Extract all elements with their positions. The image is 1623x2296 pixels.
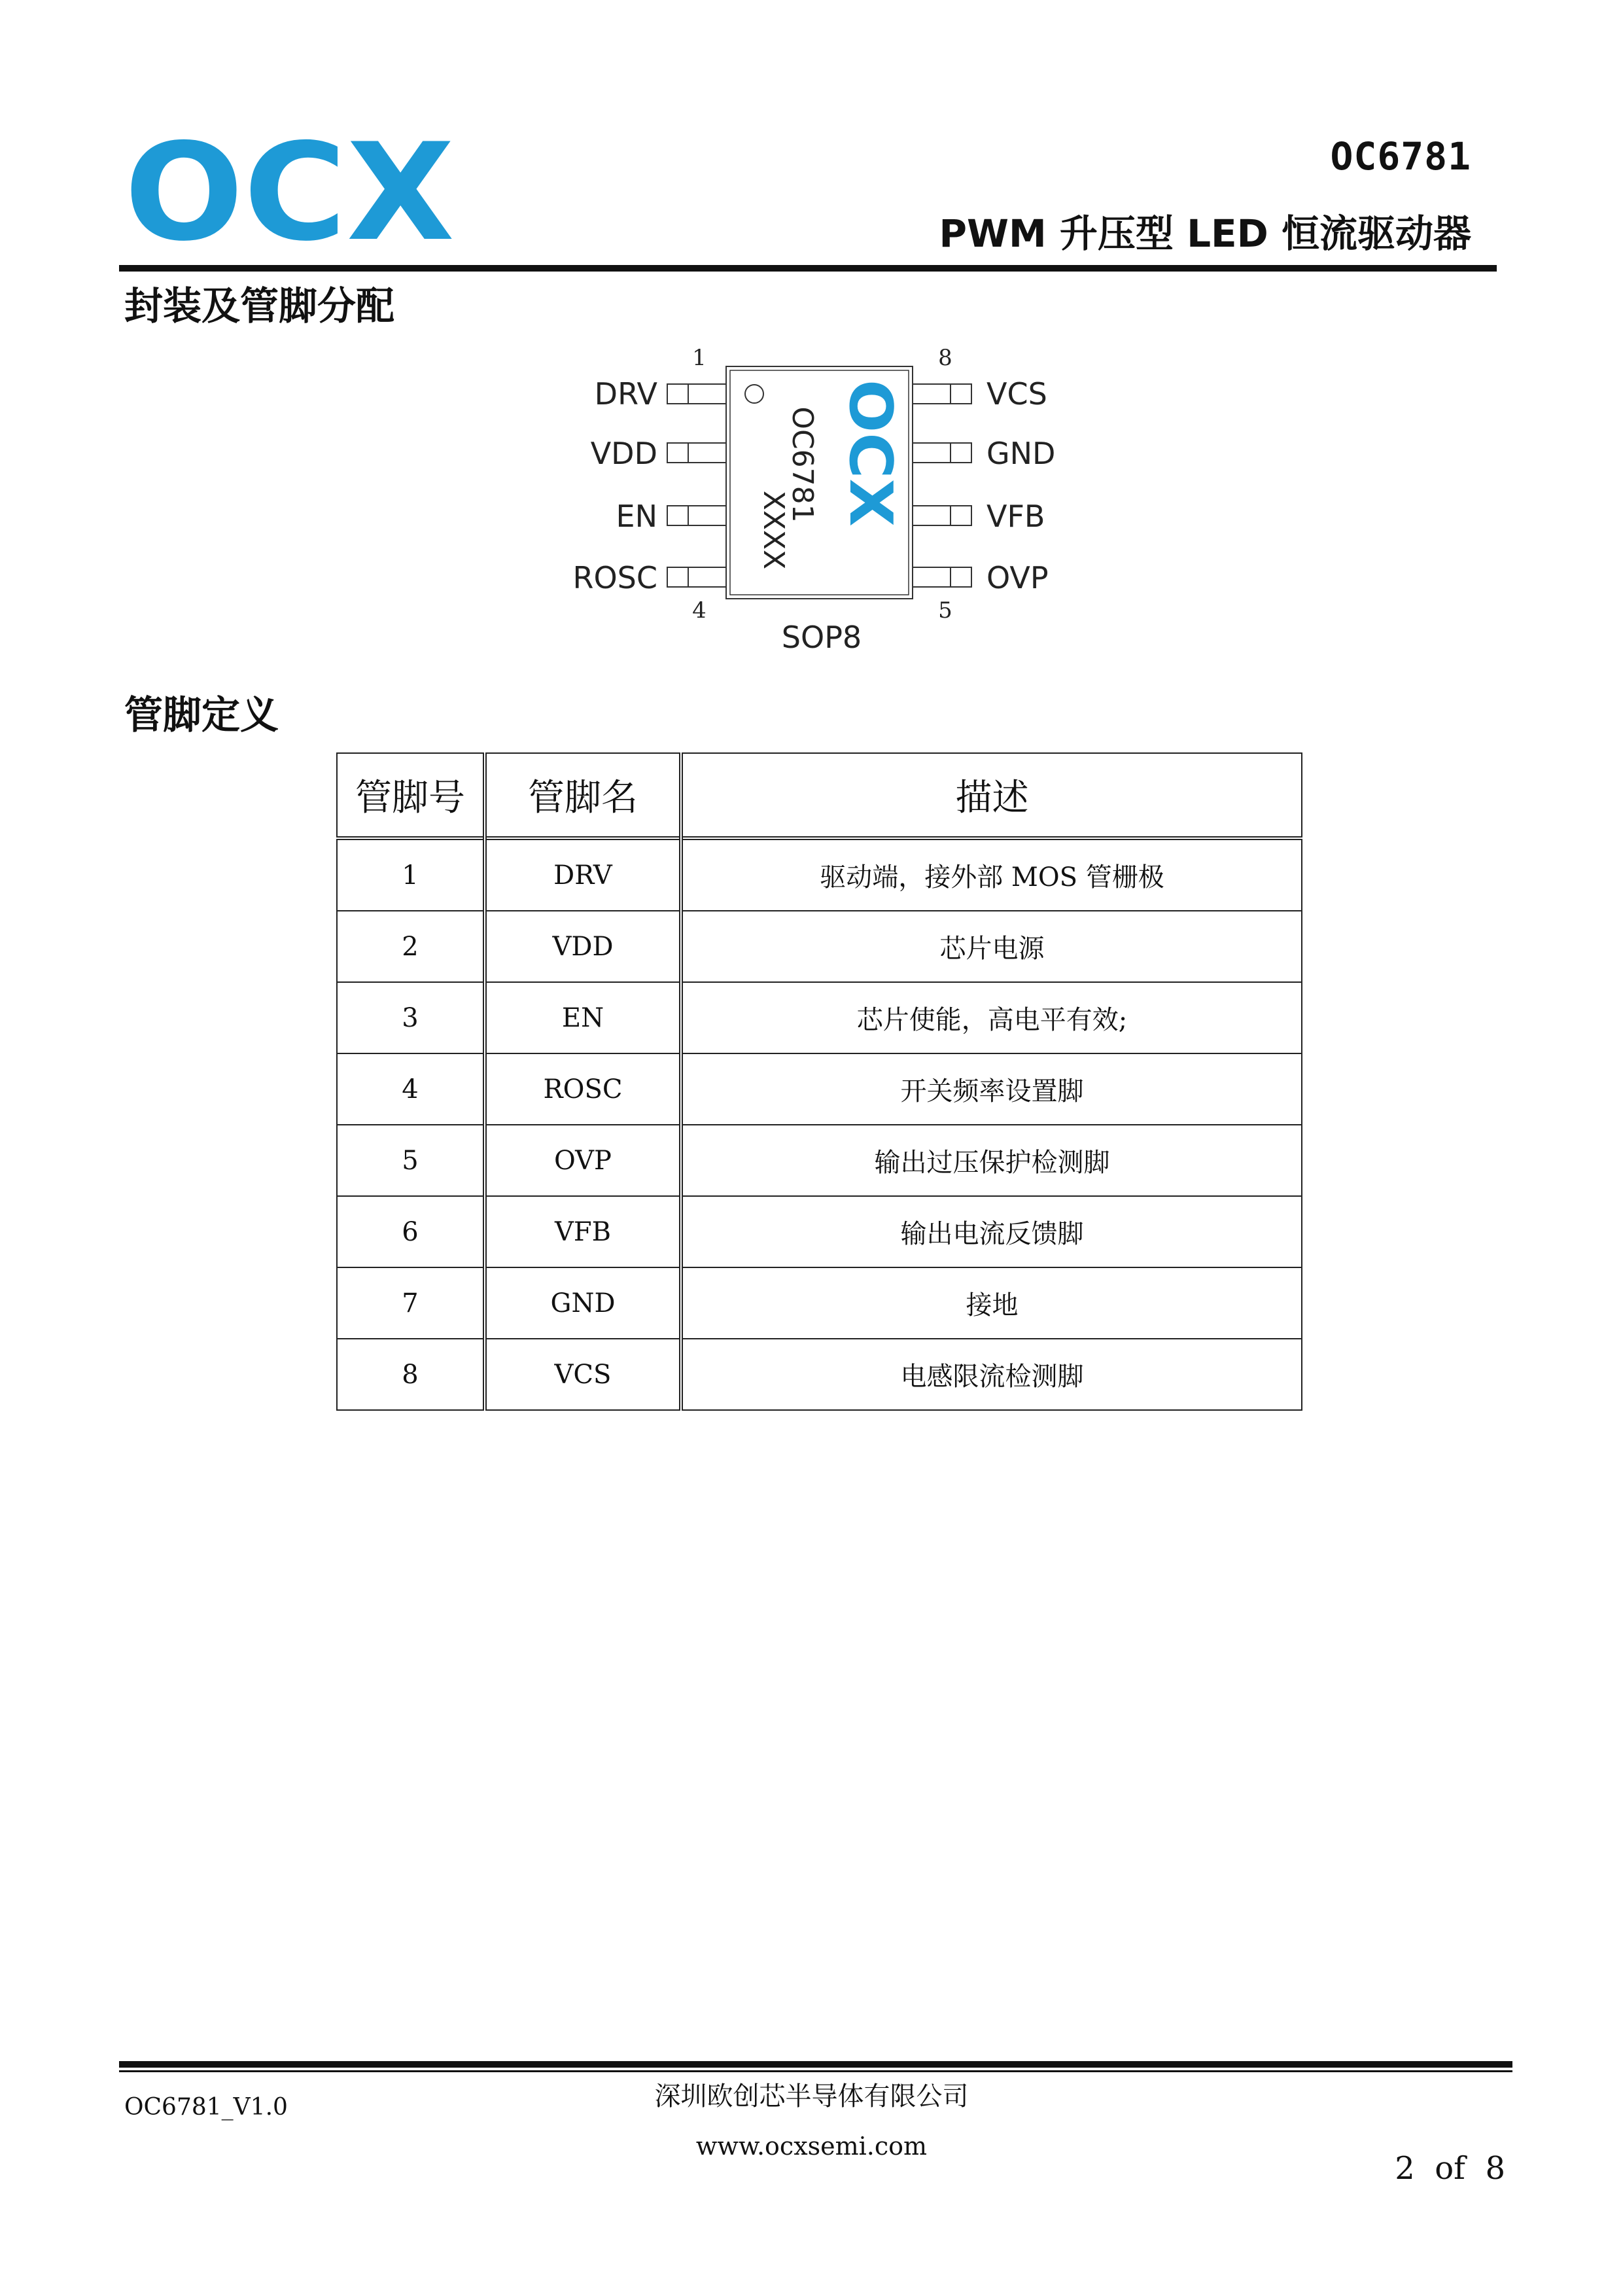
- pin-name-cell: OVP: [485, 1125, 681, 1196]
- table-row: [337, 1053, 1302, 1125]
- pin-name-cell: EN: [485, 982, 681, 1053]
- pin-name-cell: VFB: [485, 1196, 681, 1267]
- table-row: [337, 1125, 1302, 1196]
- pin-lead-5: [913, 567, 971, 587]
- pin-number-4: 4: [692, 597, 707, 624]
- table-row: [337, 1267, 1302, 1339]
- pin-name-cell: VCS: [485, 1339, 681, 1410]
- pin-number-8: 8: [938, 345, 952, 371]
- pin-description-cell: 开关频率设置脚: [681, 1053, 1302, 1125]
- pin-description-cell: 驱动端，接外部 MOS 管栅极: [681, 838, 1302, 911]
- ocx-logo: [124, 134, 455, 245]
- pin-number-cell: 1: [337, 838, 485, 911]
- pin-label-ovp: OVP: [986, 560, 1049, 595]
- sop8-package-diagram: [550, 340, 1086, 667]
- pin-name-cell: ROSC: [485, 1053, 681, 1125]
- header-description: 描述: [681, 753, 1302, 838]
- pin-number-cell: 2: [337, 911, 485, 982]
- pin-description-cell: 输出过压保护检测脚: [681, 1125, 1302, 1196]
- document-version: OC6781_V1.0: [124, 2094, 288, 2121]
- pin-lead-7: [913, 443, 971, 463]
- section-heading-pin-definition: 管脚定义: [124, 692, 279, 737]
- pin-number-5: 5: [938, 597, 952, 624]
- pin-lead-4: [667, 567, 726, 587]
- table-row: [337, 1339, 1302, 1410]
- pin-lead-1: [667, 384, 726, 404]
- document-subtitle: PWM 升压型 LED 恒流驱动器: [939, 211, 1471, 256]
- company-name: 深圳欧创芯半导体有限公司: [654, 2081, 969, 2111]
- chip-marking: OC6781: [786, 406, 819, 523]
- section-heading-package: 封装及管脚分配: [124, 283, 395, 328]
- header-pin-name: 管脚名: [485, 753, 681, 838]
- pin-lead-6: [913, 506, 971, 525]
- pin-number-1: 1: [692, 345, 707, 371]
- pin-description-cell: 电感限流检测脚: [681, 1339, 1302, 1410]
- footer-rule-thin: [119, 2070, 1512, 2072]
- part-number: OC6781: [1330, 134, 1471, 179]
- pin-description-cell: 芯片电源: [681, 911, 1302, 982]
- header-rule: [119, 265, 1497, 272]
- table-header-row: [337, 753, 1302, 838]
- pin-label-gnd: GND: [986, 436, 1056, 471]
- header-pin-number: 管脚号: [337, 753, 485, 838]
- pin-lead-2: [667, 443, 726, 463]
- pin-number-cell: 8: [337, 1339, 485, 1410]
- table-row: [337, 838, 1302, 911]
- pin-lead-8: [913, 384, 971, 404]
- table-row: [337, 1196, 1302, 1267]
- pin-lead-3: [667, 506, 726, 525]
- pin-definition-table: [336, 752, 1302, 1411]
- footer-rule: [119, 2061, 1512, 2068]
- pin-description-cell: 芯片使能，高电平有效;: [681, 982, 1302, 1053]
- pin-name-cell: VDD: [485, 911, 681, 982]
- pin-description-cell: 输出电流反馈脚: [681, 1196, 1302, 1267]
- page-number: 2 of 8: [1395, 2150, 1505, 2187]
- pin-label-en: EN: [616, 499, 657, 534]
- pin-label-vcs: VCS: [986, 376, 1047, 412]
- pin-number-cell: 4: [337, 1053, 485, 1125]
- pin-label-drv: DRV: [594, 376, 657, 412]
- pin-label-vfb: VFB: [986, 499, 1045, 534]
- pin-description-cell: 接地: [681, 1267, 1302, 1339]
- logo-text: OCX: [124, 134, 455, 245]
- pin-number-cell: 6: [337, 1196, 485, 1267]
- chip-logo: OCX: [836, 380, 905, 518]
- pin-number-cell: 7: [337, 1267, 485, 1339]
- pin-number-cell: 5: [337, 1125, 485, 1196]
- company-website: www.ocxsemi.com: [695, 2132, 928, 2161]
- table-row: [337, 982, 1302, 1053]
- chip-lot-code: XXXX: [757, 490, 790, 570]
- pin-label-vdd: VDD: [590, 436, 657, 471]
- package-name: SOP8: [781, 620, 862, 655]
- pin-label-rosc: ROSC: [572, 560, 657, 595]
- table-row: [337, 911, 1302, 982]
- pin-name-cell: DRV: [485, 838, 681, 911]
- pin-number-cell: 3: [337, 982, 485, 1053]
- pin1-marker: [745, 385, 763, 403]
- pin-name-cell: GND: [485, 1267, 681, 1339]
